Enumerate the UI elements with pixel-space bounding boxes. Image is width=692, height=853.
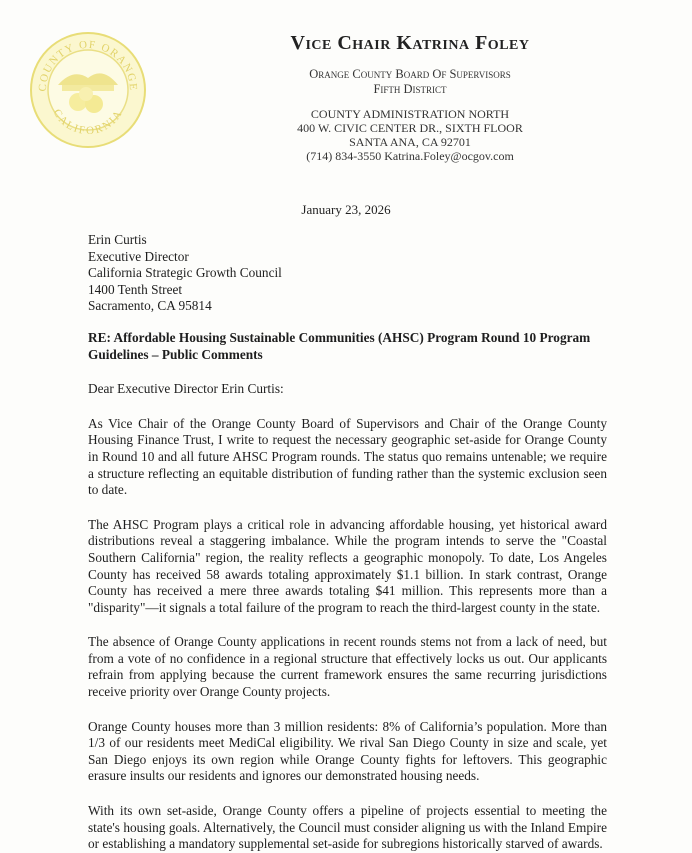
address-contact-line: (714) 834-3550 Katrina.Foley@ocgov.com — [306, 149, 514, 163]
recipient-line: Erin Curtis — [88, 232, 147, 247]
recipient-block — [88, 232, 607, 315]
body-paragraph: Orange County houses more than 3 million residents: 8% of California’s population. More than 1/3 of our residents meet MediCal eligibility. We rival San Diego County in size and scale, yet San Diego enjoys its own region while Orange County fights for leftovers. This geographic erasure insults our residents and ignores our demonstrated housing needs. — [88, 718, 607, 784]
letterhead-district: Fifth District — [373, 82, 447, 96]
salutation: Dear Executive Director Erin Curtis: — [88, 381, 284, 397]
letterhead-board: Orange County Board Of Supervisors — [309, 67, 511, 81]
svg-text:COUNTY OF ORANGE: COUNTY OF ORANGE — [36, 38, 140, 92]
subject-line: RE: Affordable Housing Sustainable Communities (AHSC) Program Round 10 Program Guidelines – Public Comments — [88, 329, 591, 362]
recipient-line: 1400 Tenth Street — [88, 281, 183, 297]
address-line: SANTA ANA, CA 92701 — [349, 135, 471, 149]
body-paragraph: As Vice Chair of the Orange County Board of Supervisors and Chair of the Orange County Housing Finance Trust, I write to request the necessary geographic set-aside for Orange County in Round 10 and all future AHSC Program rounds. The status quo remains untenable; we require a structure reflecting an equitable distribution of funding rather than the systemic exclusion seen to date. — [88, 415, 607, 498]
body-paragraph: The AHSC Program plays a critical role in advancing affordable housing, yet historical award distributions reveal a staggering imbalance. While the program intends to serve the "Coastal Southern California" region, the reality reflects a geographic monopoly. To date, Los Angeles County has received 58 awards totaling approximately $1.1 billion. In stark contrast, Orange County has received a mere three awards totaling $41 million. This represents more than a "disparity"—it signals a total failure of the program to reach the third-largest county in the state. — [88, 516, 607, 615]
body-paragraph: The absence of Orange County applications in recent rounds stems not from a lack of need, but from a vote of no confidence in a regional structure that effectively locks us out. Our applicants refrain from applying because the current framework ensures the same recurring jurisdictions receive priority over Orange County projects. — [88, 634, 607, 700]
letterhead-address — [170, 107, 650, 163]
county-seal-logo — [28, 30, 148, 150]
address-line: 400 W. CIVIC CENTER DR., SIXTH FLOOR — [297, 121, 523, 135]
letter-body — [88, 232, 607, 853]
address-line: COUNTY ADMINISTRATION NORTH — [310, 107, 510, 121]
recipient-line: Executive Director — [88, 248, 189, 264]
recipient-line: Sacramento, CA 95814 — [88, 298, 212, 314]
letterhead-name: Vice Chair Katrina Foley — [290, 32, 530, 54]
letter-date: January 23, 2026 — [301, 202, 391, 217]
svg-text:CALIFORNIA: CALIFORNIA — [50, 107, 126, 138]
recipient-line: California Strategic Growth Council — [88, 265, 282, 281]
body-paragraph: With its own set-aside, Orange County offers a pipeline of projects essential to meeting the state's housing goals. Alternatively, the Council must consider aligning us with the Inland Empire or establishing a mandatory supplemental set-aside for subregions historically starved of awards. — [88, 803, 607, 852]
letterhead — [170, 32, 650, 163]
